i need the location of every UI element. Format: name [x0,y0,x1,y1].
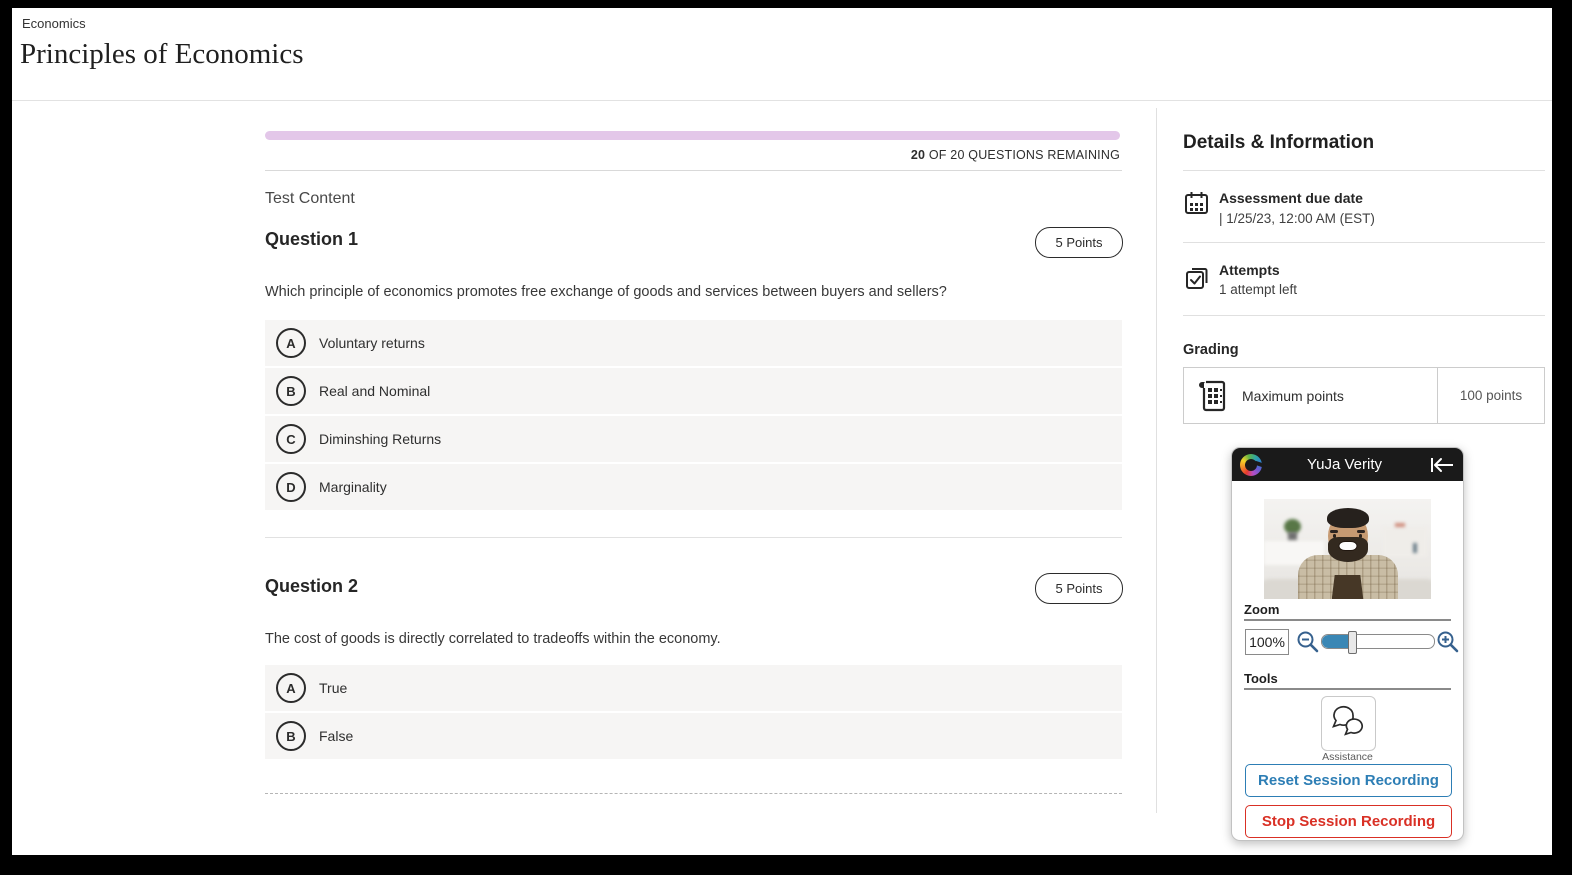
question-1-option-d[interactable] [265,464,1122,510]
yuja-logo [1240,454,1262,476]
attempts-icon [1183,263,1211,296]
assistance-button[interactable] [1321,696,1376,751]
question-2-option-false[interactable] [265,713,1122,759]
zoom-value-input[interactable]: 100% [1245,629,1289,655]
zoom-section-label: Zoom [1244,602,1280,617]
yuja-verity-title: YuJa Verity [1306,456,1383,473]
page-title: Principles of Economics [20,38,304,70]
zoom-slider[interactable] [1321,634,1435,649]
zoom-out-icon[interactable] [1296,630,1320,659]
question-2-text: The cost of goods is directly correlated to tradeoffs within the economy. [265,631,721,647]
questions-remaining [265,148,1120,162]
option-label: Voluntary returns [319,335,425,351]
content-end-divider [265,793,1122,794]
question-1-text: Which principle of economics promotes free exchange of goods and services between buyers and sellers? [265,284,947,300]
due-date-label: Assessment due date [1219,190,1363,206]
option-letter-badge: A [276,328,306,358]
sidebar-rule [1183,315,1545,316]
sidebar-rule [1183,170,1545,171]
grading-row [1183,367,1545,424]
option-label: Real and Nominal [319,383,431,399]
questions-remaining-text: OF 20 QUESTIONS REMAINING [925,148,1120,162]
question-2-option-true[interactable] [265,665,1122,711]
yuja-verity-panel [1231,447,1464,841]
zoom-in-icon[interactable] [1436,630,1460,659]
due-date-value: | 1/25/23, 12:00 AM (EST) [1219,211,1375,226]
question-separator [265,537,1122,538]
grading-row-label: Maximum points [1242,387,1344,404]
details-heading: Details & Information [1183,132,1375,153]
stop-session-recording-button[interactable]: Stop Session Recording [1245,805,1452,838]
sidebar-divider [1156,108,1157,813]
collapse-left-icon[interactable] [1429,456,1455,474]
option-letter-badge: D [276,472,306,502]
header-divider [12,100,1552,101]
questions-remaining-count: 20 [910,148,926,162]
option-label: True [319,680,348,696]
progress-divider [265,170,1122,171]
webcam-feed [1264,499,1431,599]
test-taker [1293,511,1403,599]
option-letter-badge: A [276,673,306,703]
progress-bar [265,131,1120,140]
assistance-label: Assistance [1322,751,1373,763]
option-label: Marginality [319,479,387,495]
option-letter-badge: C [276,424,306,454]
option-label: False [319,728,354,744]
option-letter-badge: B [276,376,306,406]
attempts-label: Attempts [1219,262,1280,278]
test-content-label: Test Content [265,190,355,207]
page [12,8,1552,855]
option-label: Diminshing Returns [319,431,442,447]
grading-heading: Grading [1183,342,1239,358]
attempts-value: 1 attempt left [1219,282,1298,297]
grading-row-value: 100 points [1437,368,1544,423]
question-1-title: Question 1 [265,229,359,249]
grade-pad-icon [1196,378,1230,414]
chat-bubbles-icon [1329,702,1369,745]
question-1-option-b[interactable] [265,368,1122,414]
sidebar-rule [1183,242,1545,243]
reset-session-recording-button[interactable]: Reset Session Recording [1245,764,1452,797]
question-1-option-a[interactable] [265,320,1122,366]
question-2-points-badge: 5 Points [1035,573,1123,604]
yuja-verity-header [1232,448,1463,481]
calendar-icon [1183,190,1210,222]
tools-section-label: Tools [1244,671,1278,686]
question-1-option-c[interactable] [265,416,1122,462]
option-letter-badge: B [276,721,306,751]
question-1-points-badge: 5 Points [1035,227,1123,258]
zoom-slider-handle[interactable] [1348,631,1357,654]
breadcrumb[interactable]: Economics [22,16,86,31]
question-2-title: Question 2 [265,576,359,596]
